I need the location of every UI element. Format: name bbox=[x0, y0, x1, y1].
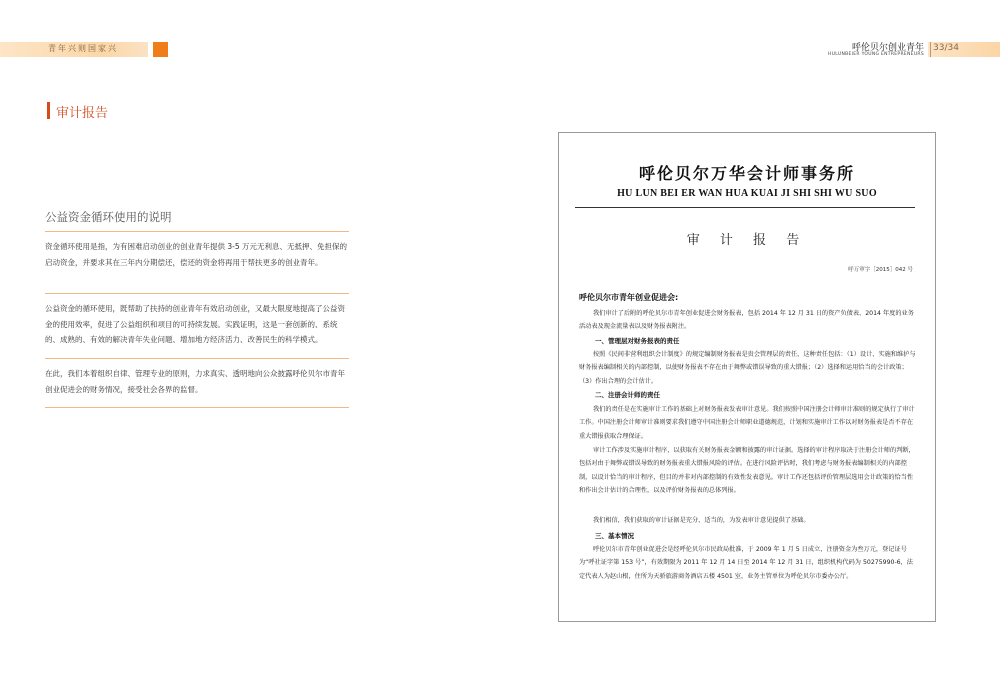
section-title: 审计报告 bbox=[56, 106, 109, 121]
report-section-heading: 一、管理层对财务报表的责任 bbox=[595, 337, 680, 345]
divider bbox=[45, 293, 349, 294]
divider bbox=[45, 358, 349, 359]
report-section-heading: 二、注册会计师的责任 bbox=[595, 391, 660, 399]
subsection-title: 公益资金循环使用的说明 bbox=[45, 210, 172, 224]
report-section-heading: 三、基本情况 bbox=[595, 532, 634, 540]
report-paragraph: 审计工作涉及实施审计程序，以获取有关财务报表金额和披露的审计证据。选择的审计程序取决于注册会计师的判断，包括对由于舞弊或错误导致的财务报表重大错报风险的评估。在进行风险评估时，我们考虑与财务报表编制相关的内部控制，以设计恰当的审计程序，但目的并非对内部控制的有效性发表意见。审计工作还包括评价管理层选用会计政策的恰当性和作出会计估计的合理性，以及评价财务报表的总体列报。 bbox=[579, 447, 915, 494]
paragraph: 资金循环使用是指，为有困难启动创业的创业青年提供 3-5 万元无利息、无抵押、免担保的启动资金，并要求其在三年内分期偿还，偿还的资金将再用于帮扶更多的创业青年。 bbox=[45, 242, 348, 267]
report-paragraph: 呼伦贝尔市青年创业促进会是经呼伦贝尔市民政局批准，于 2009 年 1 月 5 日成立，注册资金为叁万元，登记证号为“呼社证字第 153 号”，有效期限为 2011 年 12 月 14 日至 2014 年 12 月 31 日，组织机构代码为 50275990-6，法定代表人为赵山根，住所为天骄旅游商务酒店五楼 4501 室，业务主管单位为呼伦贝尔市委办公厅。 bbox=[579, 546, 913, 580]
audit-report-document bbox=[558, 132, 936, 622]
addressee: 呼伦贝尔市青年创业促进会: bbox=[579, 293, 679, 302]
section-marker bbox=[47, 102, 50, 119]
firm-name: 呼伦贝尔万华会计师事务所 bbox=[638, 164, 855, 183]
report-paragraph: 按照《民间非营利组织会计制度》的规定编制财务报表是贵会管理层的责任，这种责任包括：（1）设计、实施和维护与财务报表编制相关的内部控制，以使财务报表不存在由于舞弊或错误导致的重大错报；（2）选择和运用恰当的会计政策；（3）作出合理的会计估计。 bbox=[579, 351, 916, 385]
report-paragraph: 我们相信，我们获取的审计证据是充分、适当的，为发表审计意见提供了基础。 bbox=[593, 517, 810, 524]
header-divider bbox=[930, 42, 931, 57]
letterhead-rule bbox=[575, 207, 915, 208]
divider bbox=[45, 231, 349, 232]
header-slogan: 青年兴则国家兴 bbox=[48, 44, 118, 53]
header-orange-square bbox=[153, 42, 168, 57]
report-heading: 审 计 报 告 bbox=[686, 233, 808, 248]
reference-number: 呼万审字［2015］042 号 bbox=[848, 267, 913, 273]
divider bbox=[45, 407, 349, 408]
report-paragraph: 我们审计了后附的呼伦贝尔市青年创业促进会财务报表，包括 2014 年 12 月 31 日的资产负债表、2014 年度的业务活动表及现金流量表以及财务报表附注。 bbox=[579, 310, 914, 331]
paragraph: 在此，我们本着组织自律、管理专业的原则，力求真实、透明地向公众披露呼伦贝尔市青年创业促进会的财务情况，接受社会各界的监督。 bbox=[45, 369, 345, 394]
page-number: 33/34 bbox=[933, 43, 959, 53]
header-publication-title: 呼伦贝尔创业青年 bbox=[851, 43, 924, 53]
firm-name-pinyin: HU LUN BEI ER WAN HUA KUAI JI SHI SHI WU SUO bbox=[617, 188, 877, 199]
header-publication-subtitle: HULUNBEIER YOUNG ENTREPRENEURS bbox=[828, 52, 924, 57]
report-paragraph: 我们的责任是在实施审计工作的基础上对财务报表发表审计意见。我们按照中国注册会计师审计准则的规定执行了审计工作。中国注册会计师审计准则要求我们遵守中国注册会计师职业道德规范，计划和实施审计工作以对财务报表是否不存在重大错报获取合理保证。 bbox=[579, 406, 915, 440]
paragraph: 公益资金的循环使用，既帮助了扶持的创业青年有效启动创业，又最大限度地提高了公益资金的使用效率，促进了公益组织和项目的可持续发展。实践证明，这是一套创新的、系统的、成熟的、有效的解决青年失业问题、增加地方经济活力、改善民生的科学模式。 bbox=[45, 304, 345, 344]
